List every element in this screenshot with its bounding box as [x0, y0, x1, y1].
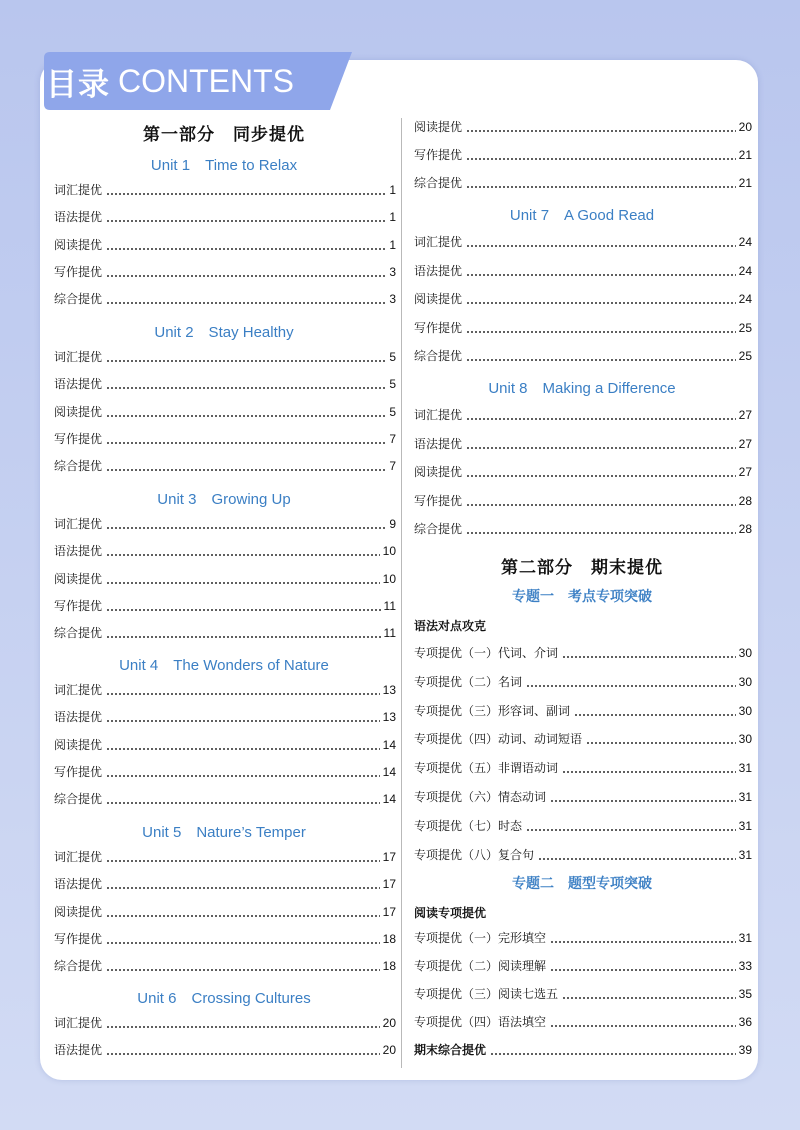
toc-entry[interactable]	[54, 597, 396, 615]
dot-leader	[466, 262, 736, 280]
dot-leader	[562, 759, 736, 777]
toc-entry-page: 1	[389, 183, 396, 197]
dot-leader	[466, 463, 736, 481]
toc-entry-label: 阅读提优	[54, 737, 103, 752]
toc-entry[interactable]	[54, 430, 396, 448]
toc-entry-page: 31	[738, 931, 752, 945]
unit-title: Unit 8 Making a Difference	[488, 380, 676, 397]
dot-leader	[466, 319, 736, 337]
subhead-reading: 阅读专项提优	[414, 906, 487, 920]
toc-entry-page: 3	[389, 292, 396, 307]
dot-leader	[106, 848, 380, 866]
toc-entry-label: 专项提优（二）名词	[414, 674, 523, 689]
toc-entry[interactable]	[414, 644, 752, 662]
toc-entry-label: 综合提优	[54, 959, 103, 974]
toc-entry[interactable]	[414, 319, 752, 337]
toc-entry-label: 词汇提优	[54, 517, 103, 531]
toc-entry-label: 语法提优	[414, 436, 463, 451]
toc-entry-label: 词汇提优	[54, 683, 103, 697]
unit-title: Unit 1 Time to Relax	[150, 157, 298, 174]
toc-entry[interactable]	[414, 702, 752, 720]
toc-entry-page: 30	[738, 646, 752, 660]
toc-entry-page: 25	[738, 320, 752, 335]
toc-entry-label: 综合提优	[414, 176, 463, 190]
topic-two-title: 专题二 题型专项突破	[512, 876, 652, 892]
toc-entry-page: 25	[738, 349, 752, 363]
toc-entry-label: 语法提优	[414, 263, 463, 278]
dot-leader	[106, 957, 380, 975]
dot-leader	[106, 375, 386, 393]
toc-entry[interactable]	[54, 263, 396, 281]
dot-leader	[106, 708, 380, 726]
dot-leader	[586, 730, 736, 748]
unit-title: Unit 3 Growing Up	[157, 491, 291, 508]
toc-entry-page: 33	[738, 959, 752, 973]
toc-entry-label: 期末综合提优	[414, 1043, 487, 1057]
toc-entry-label: 阅读提优	[414, 120, 463, 134]
toc-entry-page: 24	[738, 235, 752, 249]
dot-leader	[466, 435, 736, 453]
toc-entry[interactable]	[414, 957, 752, 975]
toc-entry[interactable]	[414, 846, 752, 864]
toc-entry-page: 14	[382, 792, 396, 807]
toc-entry-page: 1	[389, 237, 396, 252]
dot-leader	[550, 1013, 736, 1031]
dot-leader	[466, 406, 736, 424]
toc-entry-label: 阅读提优	[414, 465, 463, 479]
toc-entry[interactable]	[54, 736, 396, 754]
toc-entry-page: 31	[738, 790, 752, 804]
toc-entry[interactable]	[414, 406, 752, 424]
toc-entry[interactable]	[54, 1041, 396, 1059]
toc-entry-page: 21	[738, 148, 752, 162]
toc-entry[interactable]	[54, 763, 396, 781]
toc-entry[interactable]	[54, 1014, 396, 1032]
toc-entry-label: 写作提优	[54, 264, 103, 279]
dot-leader	[526, 673, 736, 691]
dot-leader	[466, 146, 736, 164]
toc-entry[interactable]	[414, 435, 752, 453]
toc-entry-label: 语法提优	[54, 210, 103, 225]
toc-entry[interactable]	[414, 290, 752, 308]
dot-leader	[526, 817, 736, 835]
dot-leader	[466, 520, 736, 538]
toc-entry-page: 17	[382, 904, 396, 919]
toc-entry[interactable]	[54, 930, 396, 948]
dot-leader	[106, 290, 386, 308]
unit-title: Unit 6 Crossing Cultures	[137, 990, 311, 1007]
dot-leader	[106, 736, 380, 754]
toc-entry[interactable]	[54, 181, 396, 199]
toc-entry-label: 专项提优（三）形容词、副词	[414, 703, 571, 718]
toc-entry-page: 31	[738, 818, 752, 833]
toc-entry[interactable]	[414, 262, 752, 280]
toc-entry[interactable]	[414, 817, 752, 835]
toc-entry-page: 18	[382, 959, 396, 974]
toc-entry[interactable]	[54, 208, 396, 226]
toc-entry[interactable]	[414, 985, 752, 1003]
toc-entry-label: 专项提优（三）阅读七选五	[414, 987, 559, 1001]
toc-entry[interactable]	[54, 957, 396, 975]
toc-entry[interactable]	[414, 759, 752, 777]
dot-leader	[106, 790, 380, 808]
toc-entry-page: 9	[389, 517, 396, 531]
unit-title: Unit 4 The Wonders of Nature	[119, 657, 329, 674]
dot-leader	[466, 492, 736, 510]
toc-entry-label: 专项提优（四）语法填空	[414, 1015, 547, 1029]
toc-entry-label: 词汇提优	[54, 350, 103, 364]
toc-entry-label: 写作提优	[54, 598, 103, 613]
toc-entry[interactable]	[414, 146, 752, 164]
toc-entry[interactable]	[54, 236, 396, 254]
toc-entry-label: 综合提优	[54, 459, 103, 474]
toc-entry[interactable]	[54, 570, 396, 588]
toc-entry[interactable]	[414, 730, 752, 748]
dot-leader	[538, 846, 736, 864]
toc-entry-label: 语法提优	[54, 1043, 103, 1058]
toc-entry[interactable]	[54, 681, 396, 699]
toc-entry-label: 写作提优	[414, 148, 463, 162]
toc-entry-page: 7	[389, 459, 396, 474]
toc-entry-page: 27	[738, 408, 752, 422]
dot-leader	[106, 542, 380, 560]
dot-leader	[106, 624, 381, 642]
toc-entry[interactable]	[54, 875, 396, 893]
dot-leader	[106, 430, 386, 448]
toc-entry-label: 写作提优	[414, 493, 463, 508]
toc-entry-page: 30	[738, 732, 752, 747]
dot-leader	[106, 348, 386, 366]
toc-entry-page: 10	[382, 571, 396, 586]
toc-entry-label: 专项提优（七）时态	[414, 818, 523, 833]
dot-leader	[106, 457, 386, 475]
toc-entry-page: 39	[738, 1043, 752, 1057]
toc-entry-label: 综合提优	[414, 522, 463, 536]
toc-entry[interactable]	[54, 624, 396, 642]
toc-entry-page: 28	[738, 522, 752, 536]
toc-entry[interactable]	[54, 542, 396, 560]
toc-entry-label: 写作提优	[414, 320, 463, 335]
toc-entry-page: 14	[382, 737, 396, 752]
toc-entry-label: 词汇提优	[54, 183, 103, 197]
dot-leader	[106, 236, 386, 254]
toc-entry[interactable]	[54, 515, 396, 533]
toc-entry[interactable]	[54, 708, 396, 726]
toc-entry-page: 24	[738, 292, 752, 306]
toc-entry-label: 专项提优（六）情态动词	[414, 790, 547, 804]
toc-entry-page: 21	[738, 176, 752, 190]
unit-title: Unit 2 Stay Healthy	[154, 324, 294, 341]
dot-leader	[106, 515, 386, 533]
toc-entry[interactable]	[414, 929, 752, 947]
dot-leader	[106, 1041, 380, 1059]
subhead-grammar: 语法对点攻克	[414, 619, 487, 633]
toc-entry-page: 30	[738, 674, 752, 689]
toc-entry-label: 阅读提优	[54, 904, 103, 919]
toc-entry-page: 11	[383, 598, 396, 613]
toc-entry-page: 14	[382, 764, 396, 779]
toc-entry-page: 11	[383, 626, 396, 641]
contents-banner	[34, 48, 354, 118]
dot-leader	[574, 702, 736, 720]
toc-entry-label: 词汇提优	[414, 235, 463, 249]
toc-entry-page: 13	[382, 683, 396, 697]
toc-entry-label: 语法提优	[54, 710, 103, 725]
toc-entry-label: 专项提优（八）复合句	[414, 847, 535, 862]
toc-entry-label: 词汇提优	[414, 408, 463, 422]
toc-entry-page: 5	[389, 377, 396, 392]
dot-leader	[466, 347, 736, 365]
toc-entry-label: 综合提优	[414, 349, 463, 363]
toc-entry[interactable]	[414, 347, 752, 365]
toc-entry-label: 阅读提优	[54, 237, 103, 252]
toc-entry-page: 17	[382, 877, 396, 892]
dot-leader	[106, 763, 380, 781]
dot-leader	[106, 403, 386, 421]
toc-entry-page: 28	[738, 493, 752, 508]
dot-leader	[106, 875, 380, 893]
toc-entry-page: 27	[738, 436, 752, 451]
topic-one-title: 专题一 考点专项突破	[512, 589, 652, 605]
toc-entry-label: 写作提优	[54, 431, 103, 446]
toc-entry-page: 7	[389, 431, 396, 446]
toc-entry-label: 综合提优	[54, 626, 103, 641]
toc-entry-page: 20	[382, 1043, 396, 1058]
dot-leader	[466, 290, 736, 308]
toc-entry[interactable]	[54, 348, 396, 366]
toc-entry[interactable]	[54, 457, 396, 475]
unit-title: Unit 7 A Good Read	[509, 207, 655, 224]
toc-entry-label: 综合提优	[54, 292, 103, 307]
dot-leader	[490, 1041, 736, 1059]
column-divider	[401, 118, 402, 1068]
dot-leader	[550, 788, 736, 806]
toc-entry[interactable]	[414, 233, 752, 251]
toc-entry[interactable]	[414, 118, 752, 136]
toc-entry-label: 语法提优	[54, 377, 103, 392]
dot-leader	[550, 957, 736, 975]
toc-entry-page: 10	[382, 544, 396, 559]
dot-leader	[106, 570, 380, 588]
toc-entry-page: 20	[382, 1016, 396, 1030]
dot-leader	[466, 118, 736, 136]
toc-entry-page: 5	[389, 350, 396, 364]
toc-entry-page: 13	[382, 710, 396, 725]
dot-leader	[106, 208, 386, 226]
dot-leader	[106, 930, 380, 948]
toc-entry-label: 语法提优	[54, 877, 103, 892]
toc-entry[interactable]	[414, 1013, 752, 1031]
dot-leader	[106, 681, 380, 699]
toc-entry-page: 30	[738, 703, 752, 718]
toc-entry-page: 27	[738, 465, 752, 479]
toc-entry[interactable]	[414, 463, 752, 481]
toc-entry-page: 17	[382, 850, 396, 864]
dot-leader	[106, 597, 381, 615]
toc-entry[interactable]	[414, 788, 752, 806]
toc-entry-page: 20	[738, 120, 752, 134]
toc-entry[interactable]	[414, 673, 752, 691]
toc-entry-label: 综合提优	[54, 792, 103, 807]
part-one-title: 第一部分 同步提优	[143, 125, 305, 145]
toc-entry[interactable]	[54, 290, 396, 308]
toc-entry-page: 36	[738, 1015, 752, 1029]
toc-entry-label: 专项提优（一）代词、介词	[414, 646, 559, 660]
toc-entry-page: 31	[738, 847, 752, 862]
dot-leader	[466, 233, 736, 251]
dot-leader	[562, 644, 736, 662]
toc-entry-label: 阅读提优	[54, 404, 103, 419]
toc-entry[interactable]	[54, 848, 396, 866]
toc-entry-page: 35	[738, 987, 752, 1001]
toc-entry-page: 5	[389, 404, 396, 419]
toc-entry-label: 专项提优（一）完形填空	[414, 931, 547, 945]
toc-entry[interactable]	[54, 375, 396, 393]
toc-entry-label: 专项提优（五）非谓语动词	[414, 761, 559, 776]
toc-entry[interactable]	[54, 903, 396, 921]
toc-entry[interactable]	[54, 403, 396, 421]
dot-leader	[562, 985, 736, 1003]
banner-title-en: CONTENTS	[118, 62, 294, 99]
toc-entry-page: 1	[389, 210, 396, 225]
unit-title: Unit 5 Nature’s Temper	[142, 824, 306, 841]
toc-entry-label: 写作提优	[54, 931, 103, 946]
toc-entry-page: 24	[738, 263, 752, 278]
dot-leader	[466, 174, 736, 192]
toc-entry-label: 词汇提优	[54, 850, 103, 864]
dot-leader	[550, 929, 736, 947]
toc-entry[interactable]	[414, 492, 752, 510]
toc-entry[interactable]	[54, 790, 396, 808]
toc-entry-label: 阅读提优	[54, 571, 103, 586]
dot-leader	[106, 263, 386, 281]
dot-leader	[106, 1014, 380, 1032]
toc-entry[interactable]	[414, 174, 752, 192]
dot-leader	[106, 181, 386, 199]
toc-entry-label: 写作提优	[54, 764, 103, 779]
part-two-title: 第二部分 期末提优	[501, 558, 663, 578]
dot-leader	[106, 903, 380, 921]
toc-entry-final-review[interactable]	[414, 1041, 752, 1059]
toc-entry-page: 18	[382, 931, 396, 946]
toc-entry-label: 专项提优（四）动词、动词短语	[414, 732, 583, 747]
banner-title-cn: 目录	[46, 66, 110, 103]
toc-entry[interactable]	[414, 520, 752, 538]
toc-entry-label: 阅读提优	[414, 292, 463, 306]
toc-entry-page: 31	[738, 761, 752, 776]
toc-entry-label: 语法提优	[54, 544, 103, 559]
toc-entry-page: 3	[389, 264, 396, 279]
toc-entry-label: 专项提优（二）阅读理解	[414, 959, 547, 973]
toc-entry-label: 词汇提优	[54, 1016, 103, 1030]
